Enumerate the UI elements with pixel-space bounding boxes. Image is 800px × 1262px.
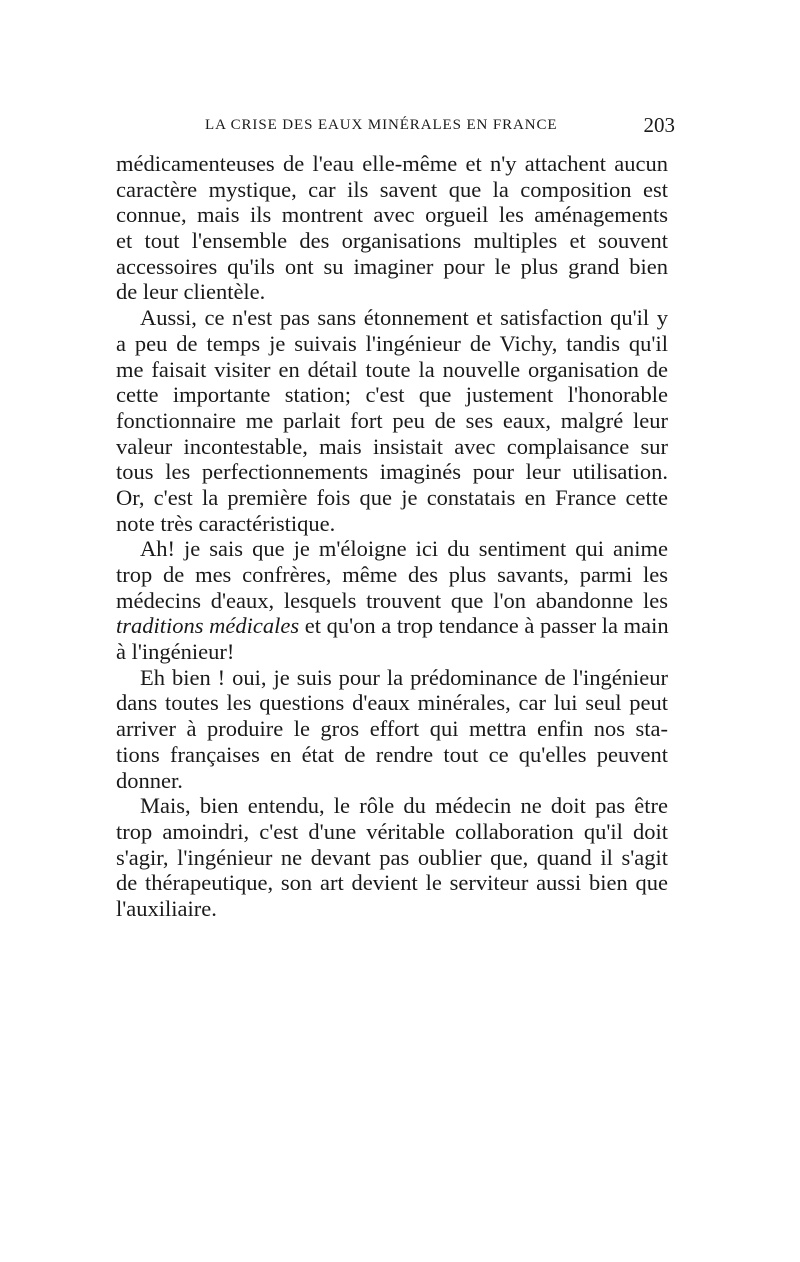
text-line: médicamenteuses de l'eau elle-même et n'y attachent aucun — [116, 151, 668, 176]
text-line: de leur clientèle. — [116, 279, 266, 305]
text-line: trop de mes confrères, même des plus savants, parmi les — [116, 562, 668, 587]
text-line: et tout l'ensemble des organisations multiples et souvent — [116, 228, 668, 254]
paragraph-1 — [116, 151, 668, 305]
text-line: me faisait visiter en détail toute la nouvelle organisation de — [116, 356, 668, 382]
text-line: Mais, bien entendu, le rôle du médecin ne doit pas être — [140, 793, 668, 819]
paragraph-3 — [116, 536, 668, 664]
text-line: caractère mystique, car ils savent que la composition est — [116, 176, 668, 202]
italic-phrase: traditions médicales — [116, 613, 300, 639]
text-line: a peu de temps je suivais l'ingénieur de Vichy, tandis qu'il — [116, 330, 668, 356]
running-header — [205, 113, 675, 139]
line-remainder: et qu'on a trop tendance à passer la main — [299, 613, 669, 639]
text-line: arriver à produire le gros effort qui mettra enfin nos sta- — [116, 716, 668, 742]
paragraph-2 — [116, 305, 668, 536]
text-line: donner. — [116, 767, 183, 793]
text-line: cette importante station; c'est que justement l'honorable — [116, 382, 668, 408]
text-line-with-italic — [116, 613, 668, 639]
text-line: note très caractéristique. — [116, 510, 336, 536]
page-number: 203 — [643, 113, 675, 137]
text-line: Eh bien ! oui, je suis pour la prédominance de l'ingénieur — [140, 664, 668, 690]
text-line: à l'ingénieur! — [116, 639, 235, 665]
text-line: dans toutes les questions d'eaux minérales, car lui seul peut — [116, 690, 668, 716]
text-line: l'auxiliaire. — [116, 895, 217, 921]
text-line: fonctionnaire me parlait fort peu de ses eaux, malgré leur — [116, 407, 668, 433]
text-line: trop amoindri, c'est d'une véritable collaboration qu'il doit — [116, 818, 668, 844]
text-line: connue, mais ils montrent avec orgueil les aménagements — [116, 202, 668, 228]
body-text — [116, 151, 668, 922]
text-line: s'agir, l'ingénieur ne devant pas oublier que, quand il s'agit — [116, 844, 668, 870]
paragraph-4 — [116, 665, 668, 793]
text-line: tous les perfectionnements imaginés pour leur utilisation. — [116, 459, 668, 485]
text-line: tions françaises en état de rendre tout ce qu'elles peuvent — [116, 741, 668, 767]
text-line: valeur incontestable, mais insistait avec complaisance sur — [116, 433, 668, 459]
paragraph-5 — [116, 793, 668, 921]
text-line: accessoires qu'ils ont su imaginer pour le plus grand bien — [116, 253, 668, 279]
text-line: Ah! je sais que je m'éloigne ici du sentiment qui anime — [140, 536, 668, 562]
running-title: LA CRISE DES EAUX MINÉRALES EN FRANCE — [205, 117, 558, 133]
text-line: Aussi, ce n'est pas sans étonnement et satisfaction qu'il y — [140, 305, 668, 331]
text-line: de thérapeutique, son art devient le serviteur aussi bien que — [116, 870, 668, 896]
text-line: Or, c'est la première fois que je constatais en France cette — [116, 484, 668, 510]
text-line: médecins d'eaux, lesquels trouvent que l'on abandonne les — [116, 587, 668, 613]
